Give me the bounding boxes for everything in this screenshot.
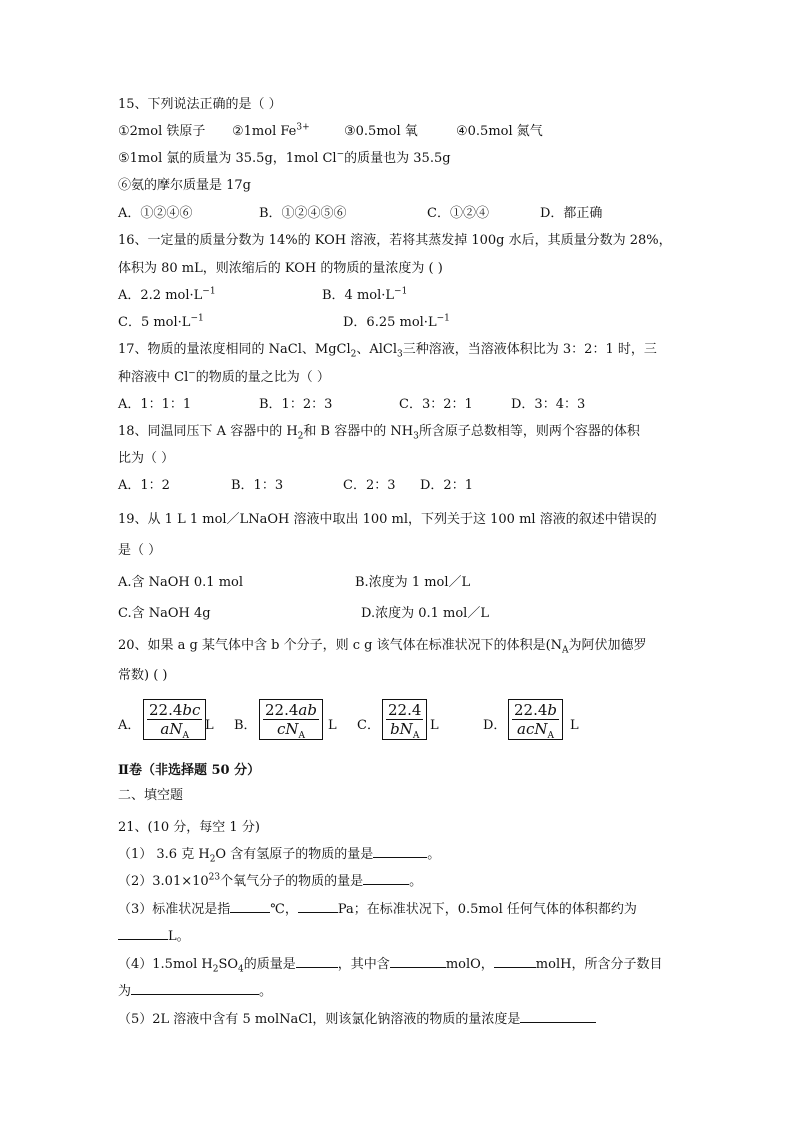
- q20-unit-c: L: [430, 718, 439, 733]
- q21-blank-3b[interactable]: [298, 899, 338, 913]
- q15-opt1: ①2mol 铁原子: [118, 124, 206, 139]
- q18-choice-a: A．1：2: [118, 478, 170, 493]
- q20-fraction-a-den: $aN_A$: [160, 720, 189, 741]
- q21-blank-4b[interactable]: [390, 954, 446, 968]
- q19-line2: 是（ ）: [118, 543, 162, 558]
- q17-choice-d: D．3：4：3: [511, 397, 586, 412]
- q15-stem: [118, 96, 282, 114]
- q15-choice-d: D．都正确: [540, 206, 603, 221]
- q21-part1: （1） 3.6 克 $H_2O$ 含有氢原子的物质的量是 。: [118, 844, 440, 864]
- q20-unit-d: L: [570, 718, 579, 733]
- q15-opt6: ⑥氨的摩尔质量是 17g: [118, 178, 251, 193]
- q21-part5: （5）2L 溶液中含有 5 molNaCl，则该氯化钠溶液的物质的量浓度是: [118, 1009, 596, 1029]
- q21-part4-cont: 为 。: [118, 981, 272, 1001]
- section2-subtitle: 二、填空题: [118, 788, 184, 803]
- q15-choice-c: C．①②④: [427, 206, 489, 221]
- q17-choice-b: B．1：2：3: [259, 397, 333, 412]
- q15-opt2: ②1mol $Fe^{3+}$: [232, 122, 310, 139]
- section2-title: Ⅱ卷（非选择题 50 分）: [118, 763, 261, 778]
- q21-part3: （3）标准状况是指 ℃， Pa；在标准状况下，0.5mol 任何气体的体积都约为: [118, 899, 637, 919]
- q20-unit-b: L: [328, 718, 337, 733]
- q20-label-a: A．: [118, 718, 141, 733]
- q15-choice-a: A．①②④⑥: [118, 206, 193, 221]
- q16-choice-b: B．4 $mol\cdot L^{-1}$: [322, 286, 408, 303]
- q21-blank-1[interactable]: [373, 844, 427, 858]
- q21-part4: （4）1.5mol $H_2SO_4$的质量是 ，其中含 molO， molH，所含分子数目: [118, 954, 662, 974]
- q16-choice-d: D．6.25 $mol\cdot L^{-1}$: [343, 313, 450, 330]
- q21-blank-4d[interactable]: [131, 981, 259, 995]
- q17-line2: 种溶液中 Cl−的物质的量之比为（ ）: [118, 368, 330, 385]
- q21-blank-4a[interactable]: [296, 954, 338, 968]
- q21-stem: 21、(10 分，每空 1 分): [118, 820, 260, 835]
- q20-line1: 20、如果 a g 某气体中含 b 个分子，则 c g 该气体在标准状况下的体积是($N_A$为阿伏加德罗: [118, 638, 647, 656]
- q16-choice-a: A．2.2 $mol\cdot L^{-1}$: [118, 286, 216, 303]
- q19-choice-c: C.含 NaOH 4g: [118, 606, 211, 621]
- q21-blank-2[interactable]: [363, 871, 409, 885]
- q21-blank-3c[interactable]: [118, 926, 168, 940]
- q18-choice-c: C．2：3: [343, 478, 396, 493]
- q20-line2: 常数) ( ): [118, 668, 168, 683]
- q17-choice-c: C．3：2：1: [399, 397, 473, 412]
- q21-blank-3a[interactable]: [230, 899, 270, 913]
- q19-choice-a: A.含 NaOH 0.1 mol: [118, 575, 244, 590]
- q19-choice-b: B.浓度为 1 mol／L: [355, 575, 471, 590]
- q20-fraction-c: $\frac{22.4}{bN_A}$: [382, 699, 427, 740]
- q18-choice-d: D．2：1: [420, 478, 473, 493]
- q20-label-b: B．: [234, 718, 257, 733]
- q16-line1: 16、一定量的质量分数为 14%的 KOH 溶液，若将其蒸发掉 100g 水后，其质量分数为 28%，: [118, 233, 672, 248]
- q21-part3-cont: L。: [118, 926, 190, 946]
- q19-choice-d: D.浓度为 0.1 mol／L: [361, 606, 489, 621]
- q20-label-c: C．: [357, 718, 380, 733]
- q18-choice-b: B．1：3: [231, 478, 284, 493]
- q20-label-d: D．: [483, 718, 507, 733]
- q15-opt3: ③0.5mol 氧: [344, 124, 418, 139]
- q16-line2: 体积为 80 mL，则浓缩后的 KOH 的物质的量浓度为 ( ): [118, 261, 443, 276]
- q21-blank-5[interactable]: [520, 1009, 596, 1023]
- q15-choice-b: B．①②④⑤⑥: [259, 206, 347, 221]
- q16-choice-c: C．5 $mol\cdot L^{-1}$: [118, 313, 204, 330]
- q20-fraction-a: [143, 699, 206, 740]
- q20-unit-a: L: [205, 718, 214, 733]
- q20-fraction-b: $\frac{22.4ab}{cN_A}$: [259, 699, 323, 740]
- q15-opt5: ⑤1mol 氯的质量为 35.5g，1mol Cl−的质量也为 35.5g: [118, 149, 451, 166]
- q19-line1: 19、从 1 L 1 mol／LNaOH 溶液中取出 100 ml，下列关于这 100 ml 溶液的叙述中错误的: [118, 512, 657, 527]
- q20-fraction-a-num: 22.4bc: [149, 701, 201, 719]
- q15-stem-text: 15、下列说法正确的是（ ）: [118, 97, 282, 112]
- q17-choice-a: A．1：1：1: [118, 397, 192, 412]
- q17-line1: 17、物质的量浓度相同的 NaCl、MgCl$_2$、AlCl$_3$三种溶液，当溶液体积比为 3：2：1 时，三: [118, 342, 657, 360]
- q18-line2: 比为（ ）: [118, 451, 175, 466]
- q20-fraction-d: $\frac{22.4b}{acN_A}$: [508, 699, 563, 740]
- q15-opt4: ④0.5mol 氮气: [456, 124, 543, 139]
- q21-part2: $(2)3.01\times 10^{23}$个氧气分子的物质的量是 。: [118, 872, 423, 889]
- q21-blank-4c[interactable]: [494, 954, 536, 968]
- q18-line1: 18、同温同压下 A 容器中的 $H_2$和 B 容器中的 $NH_3$所含原子总数相等，则两个容器的体积: [118, 424, 640, 442]
